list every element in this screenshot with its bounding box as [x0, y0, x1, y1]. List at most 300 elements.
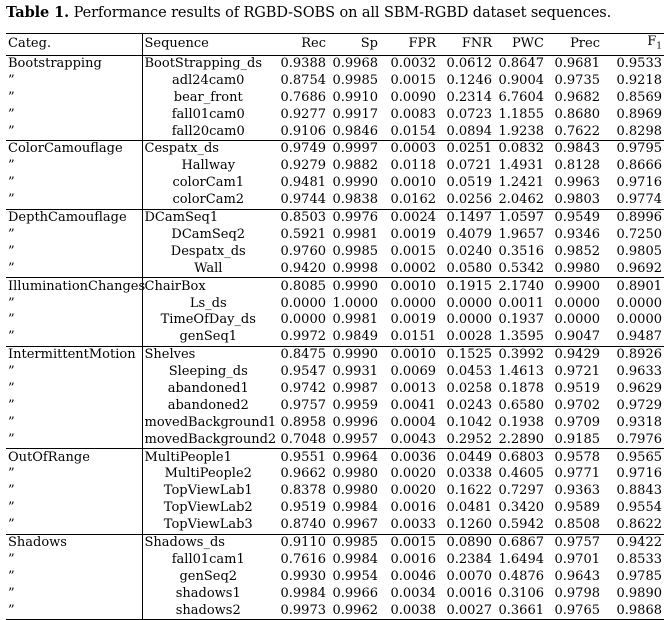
pwc-cell: 0.3992 — [498, 347, 544, 363]
header-fnr: FNR — [461, 36, 492, 52]
fnr-cell: 0.4079 — [446, 226, 492, 242]
fpr-cell: 0.0036 — [390, 449, 436, 465]
f1-cell: 0.9890 — [616, 585, 662, 601]
fpr-cell: 0.0019 — [390, 226, 436, 242]
pwc-cell: 2.1740 — [498, 278, 544, 294]
pwc-cell: 0.0011 — [498, 295, 544, 311]
fnr-cell: 0.0027 — [446, 602, 492, 618]
prec-cell: 0.9803 — [554, 192, 600, 208]
sequence-cell: MultiPeople1 — [142, 449, 274, 466]
pwc-cell: 0.3516 — [498, 243, 544, 259]
sp-cell: 0.9838 — [332, 192, 378, 208]
header-sequence: Sequence — [142, 34, 274, 56]
fnr-cell: 0.0519 — [446, 175, 492, 191]
ditto-mark: ” — [8, 123, 15, 139]
fpr-cell: 0.0013 — [390, 380, 436, 396]
ditto-mark: ” — [8, 602, 15, 618]
table-row — [6, 192, 664, 209]
prec-cell: 0.9771 — [554, 466, 600, 482]
fpr-cell: 0.0162 — [390, 192, 436, 208]
ditto-mark: ” — [8, 500, 15, 516]
prec-cell: 0.9185 — [554, 431, 600, 447]
sequence-cell: genSeq2 — [142, 568, 274, 585]
f1-cell: 0.8926 — [616, 347, 662, 363]
rec-cell: 0.9757 — [280, 397, 326, 413]
header-f1: $F_1$ — [647, 34, 662, 52]
sp-cell: 0.9954 — [332, 568, 378, 584]
table-row — [6, 364, 664, 381]
prec-cell: 0.9963 — [554, 175, 600, 191]
rec-cell: 0.9744 — [280, 192, 326, 208]
fpr-cell: 0.0151 — [390, 329, 436, 345]
fnr-cell: 0.1915 — [446, 278, 492, 294]
rec-cell: 0.7048 — [280, 431, 326, 447]
table-row — [6, 381, 664, 398]
f1-cell: 0.9565 — [616, 449, 662, 465]
sp-cell: 0.9849 — [332, 329, 378, 345]
sequence-cell: genSeq1 — [142, 329, 274, 346]
fnr-cell: 0.0016 — [446, 585, 492, 601]
table-row — [6, 227, 664, 244]
fpr-cell: 0.0010 — [390, 175, 436, 191]
fnr-cell: 0.0000 — [446, 312, 492, 328]
rec-cell: 0.8740 — [280, 517, 326, 533]
ditto-mark: ” — [8, 585, 15, 601]
prec-cell: 0.9980 — [554, 260, 600, 276]
rec-cell: 0.9279 — [280, 158, 326, 174]
fpr-cell: 0.0041 — [390, 397, 436, 413]
results-table — [6, 33, 664, 620]
fnr-cell: 0.1246 — [446, 72, 492, 88]
ditto-mark: ” — [8, 192, 15, 208]
f1-cell: 0.9533 — [616, 56, 662, 72]
table-row — [6, 568, 664, 585]
prec-cell: 0.8680 — [554, 106, 600, 122]
prec-cell: 0.9578 — [554, 449, 600, 465]
prec-cell: 0.0000 — [554, 312, 600, 328]
sp-cell: 0.9964 — [332, 449, 378, 465]
fpr-cell: 0.0024 — [390, 210, 436, 226]
fpr-cell: 0.0016 — [390, 551, 436, 567]
pwc-cell: 1.2421 — [498, 175, 544, 191]
fpr-cell: 0.0020 — [390, 483, 436, 499]
ditto-mark: ” — [8, 312, 15, 328]
f1-cell: 0.8569 — [616, 89, 662, 105]
table-row — [6, 72, 664, 89]
sequence-cell: TopViewLab3 — [142, 517, 274, 534]
table-row — [6, 517, 664, 534]
f1-cell: 0.8901 — [616, 278, 662, 294]
f1-cell: 0.9805 — [616, 243, 662, 259]
sp-cell: 0.9981 — [332, 312, 378, 328]
table-row — [6, 466, 664, 483]
rec-cell: 0.5921 — [280, 226, 326, 242]
sp-cell: 0.9962 — [332, 602, 378, 618]
prec-cell: 0.9589 — [554, 500, 600, 516]
table-row — [6, 414, 664, 431]
fpr-cell: 0.0032 — [390, 56, 436, 72]
category-cell: IlluminationChanges — [8, 278, 146, 294]
prec-cell: 0.9721 — [554, 364, 600, 380]
fpr-cell: 0.0046 — [390, 568, 436, 584]
sequence-cell: Ls_ds — [142, 295, 274, 312]
pwc-cell: 0.3661 — [498, 602, 544, 618]
f1-cell: 0.9868 — [616, 602, 662, 618]
ditto-mark: ” — [8, 431, 15, 447]
fnr-cell: 0.0240 — [446, 243, 492, 259]
pwc-cell: 1.1855 — [498, 106, 544, 122]
sequence-cell: DCamSeq1 — [142, 209, 274, 226]
category-cell: ColorCamouflage — [8, 141, 123, 157]
f1-cell: 0.9487 — [616, 329, 662, 345]
sp-cell: 0.9987 — [332, 380, 378, 396]
pwc-cell: 0.7297 — [498, 483, 544, 499]
header-f1-subscript: 1 — [656, 41, 662, 52]
pwc-cell: 6.7604 — [498, 89, 544, 105]
pwc-cell: 0.5342 — [498, 260, 544, 276]
fnr-cell: 0.0723 — [446, 106, 492, 122]
f1-cell: 0.9422 — [616, 534, 662, 550]
fnr-cell: 0.1260 — [446, 517, 492, 533]
sequence-cell: DCamSeq2 — [142, 227, 274, 244]
sequence-cell: colorCam1 — [142, 175, 274, 192]
sp-cell: 0.9910 — [332, 89, 378, 105]
header-sp: Sp — [360, 36, 378, 52]
rec-cell: 0.9106 — [280, 123, 326, 139]
table-row — [6, 397, 664, 414]
sp-cell: 0.9981 — [332, 226, 378, 242]
ditto-mark: ” — [8, 260, 15, 276]
ditto-mark: ” — [8, 175, 15, 191]
prec-cell: 0.0000 — [554, 295, 600, 311]
sp-cell: 0.9996 — [332, 414, 378, 430]
table-caption-text: Performance results of RGBD-SOBS on all SBM-RGBD dataset sequences. — [73, 5, 612, 21]
sequence-cell: shadows2 — [142, 602, 274, 619]
table-row — [6, 449, 664, 466]
sp-cell: 0.9985 — [332, 72, 378, 88]
prec-cell: 0.9363 — [554, 483, 600, 499]
prec-cell: 0.8128 — [554, 158, 600, 174]
f1-cell: 0.8969 — [616, 106, 662, 122]
sp-cell: 0.9959 — [332, 397, 378, 413]
table-label: Table 1. — [6, 4, 70, 21]
category-cell: IntermittentMotion — [8, 347, 136, 363]
f1-cell: 0.9218 — [616, 72, 662, 88]
prec-cell: 0.9519 — [554, 380, 600, 396]
rec-cell: 0.9481 — [280, 175, 326, 191]
sequence-cell: Shadows_ds — [142, 534, 274, 551]
pwc-cell: 0.9004 — [498, 72, 544, 88]
f1-cell: 0.9774 — [616, 192, 662, 208]
f1-cell: 0.0000 — [616, 295, 662, 311]
sp-cell: 0.9882 — [332, 158, 378, 174]
sp-cell: 0.9980 — [332, 466, 378, 482]
table-row — [6, 55, 664, 72]
f1-cell: 0.9795 — [616, 141, 662, 157]
sequence-cell: Wall — [142, 260, 274, 277]
rec-cell: 0.7686 — [280, 89, 326, 105]
table-row — [6, 260, 664, 277]
pwc-cell: 0.6803 — [498, 449, 544, 465]
prec-cell: 0.9346 — [554, 226, 600, 242]
table-row — [6, 243, 664, 260]
pwc-cell: 0.1878 — [498, 380, 544, 396]
ditto-mark: ” — [8, 568, 15, 584]
category-cell: Bootstrapping — [8, 56, 102, 72]
table-row — [6, 295, 664, 312]
sequence-cell: MultiPeople2 — [142, 466, 274, 483]
fpr-cell: 0.0038 — [390, 602, 436, 618]
sequence-cell: TimeOfDay_ds — [142, 312, 274, 329]
prec-cell: 0.9701 — [554, 551, 600, 567]
prec-cell: 0.9549 — [554, 210, 600, 226]
f1-cell: 0.9785 — [616, 568, 662, 584]
sequence-cell: colorCam2 — [142, 192, 274, 209]
sequence-cell: TopViewLab2 — [142, 500, 274, 517]
f1-cell: 0.9629 — [616, 380, 662, 396]
fnr-cell: 0.0612 — [446, 56, 492, 72]
header-prec: Prec — [570, 36, 600, 52]
f1-cell: 0.7976 — [616, 431, 662, 447]
rec-cell: 0.9972 — [280, 329, 326, 345]
pwc-cell: 0.6867 — [498, 534, 544, 550]
fpr-cell: 0.0034 — [390, 585, 436, 601]
table-row — [6, 534, 664, 551]
pwc-cell: 1.9657 — [498, 226, 544, 242]
header-category: Categ. — [8, 36, 52, 52]
f1-cell: 0.9729 — [616, 397, 662, 413]
fpr-cell: 0.0154 — [390, 123, 436, 139]
sp-cell: 0.9917 — [332, 106, 378, 122]
table-caption — [6, 4, 611, 21]
pwc-cell: 1.4931 — [498, 158, 544, 174]
pwc-cell: 1.6494 — [498, 551, 544, 567]
f1-cell: 0.9692 — [616, 260, 662, 276]
fpr-cell: 0.0015 — [390, 72, 436, 88]
table-row — [6, 209, 664, 226]
fnr-cell: 0.0580 — [446, 260, 492, 276]
fnr-cell: 0.0890 — [446, 534, 492, 550]
ditto-mark: ” — [8, 226, 15, 242]
rec-cell: 0.0000 — [280, 295, 326, 311]
sequence-cell: adl24cam0 — [142, 72, 274, 89]
sequence-cell: movedBackground2 — [142, 431, 274, 448]
prec-cell: 0.9735 — [554, 72, 600, 88]
fpr-cell: 0.0090 — [390, 89, 436, 105]
pwc-cell: 0.8647 — [498, 56, 544, 72]
rec-cell: 0.9749 — [280, 141, 326, 157]
fnr-cell: 0.1525 — [446, 347, 492, 363]
f1-cell: 0.8533 — [616, 551, 662, 567]
fnr-cell: 0.0256 — [446, 192, 492, 208]
prec-cell: 0.9765 — [554, 602, 600, 618]
table-row — [6, 106, 664, 123]
rec-cell: 0.9551 — [280, 449, 326, 465]
rec-cell: 0.8754 — [280, 72, 326, 88]
fnr-cell: 0.2952 — [446, 431, 492, 447]
table-row — [6, 346, 664, 363]
f1-cell: 0.8843 — [616, 483, 662, 499]
pwc-cell: 1.0597 — [498, 210, 544, 226]
fnr-cell: 0.0258 — [446, 380, 492, 396]
ditto-mark: ” — [8, 397, 15, 413]
f1-cell: 0.9318 — [616, 414, 662, 430]
ditto-mark: ” — [8, 295, 15, 311]
table-row — [6, 551, 664, 568]
pwc-cell: 0.4876 — [498, 568, 544, 584]
rec-cell: 0.9547 — [280, 364, 326, 380]
pwc-cell: 0.0832 — [498, 141, 544, 157]
f1-cell: 0.7250 — [616, 226, 662, 242]
rec-cell: 0.9973 — [280, 602, 326, 618]
fnr-cell: 0.1497 — [446, 210, 492, 226]
table-row — [6, 431, 664, 448]
sp-cell: 0.9998 — [332, 260, 378, 276]
fpr-cell: 0.0015 — [390, 243, 436, 259]
sp-cell: 0.9984 — [332, 500, 378, 516]
header-fpr: FPR — [408, 36, 436, 52]
table-row — [6, 278, 664, 295]
rec-cell: 0.8503 — [280, 210, 326, 226]
rec-cell: 0.9742 — [280, 380, 326, 396]
rec-cell: 0.9760 — [280, 243, 326, 259]
pwc-cell: 0.1937 — [498, 312, 544, 328]
category-cell: DepthCamouflage — [8, 210, 127, 226]
ditto-mark: ” — [8, 414, 15, 430]
prec-cell: 0.8508 — [554, 517, 600, 533]
fnr-cell: 0.0721 — [446, 158, 492, 174]
rec-cell: 0.0000 — [280, 312, 326, 328]
fpr-cell: 0.0010 — [390, 347, 436, 363]
fnr-cell: 0.1622 — [446, 483, 492, 499]
ditto-mark: ” — [8, 483, 15, 499]
fnr-cell: 0.0000 — [446, 295, 492, 311]
table-row — [6, 312, 664, 329]
ditto-mark: ” — [8, 329, 15, 345]
fpr-cell: 0.0003 — [390, 141, 436, 157]
f1-cell: 0.8666 — [616, 158, 662, 174]
pwc-cell: 0.3106 — [498, 585, 544, 601]
table-row — [6, 483, 664, 500]
fnr-cell: 0.1042 — [446, 414, 492, 430]
rec-cell: 0.7616 — [280, 551, 326, 567]
f1-cell: 0.9554 — [616, 500, 662, 516]
prec-cell: 0.9900 — [554, 278, 600, 294]
fnr-cell: 0.0338 — [446, 466, 492, 482]
sp-cell: 0.9980 — [332, 483, 378, 499]
table-row — [6, 141, 664, 158]
fnr-cell: 0.0453 — [446, 364, 492, 380]
fpr-cell: 0.0118 — [390, 158, 436, 174]
table-row — [6, 123, 664, 140]
f1-cell: 0.0000 — [616, 312, 662, 328]
fnr-cell: 0.0251 — [446, 141, 492, 157]
prec-cell: 0.9681 — [554, 56, 600, 72]
pwc-cell: 2.2890 — [498, 431, 544, 447]
rec-cell: 0.9984 — [280, 585, 326, 601]
sequence-cell: abandoned2 — [142, 397, 274, 414]
fpr-cell: 0.0083 — [390, 106, 436, 122]
prec-cell: 0.9709 — [554, 414, 600, 430]
sp-cell: 1.0000 — [332, 295, 378, 311]
rec-cell: 0.9662 — [280, 466, 326, 482]
ditto-mark: ” — [8, 517, 15, 533]
sequence-cell: Despatx_ds — [142, 243, 274, 260]
fpr-cell: 0.0033 — [390, 517, 436, 533]
table-row — [6, 602, 664, 619]
sp-cell: 0.9990 — [332, 347, 378, 363]
f1-cell: 0.8622 — [616, 517, 662, 533]
category-cell: OutOfRange — [8, 449, 90, 465]
header-row — [6, 34, 664, 56]
f1-cell: 0.8996 — [616, 210, 662, 226]
prec-cell: 0.9702 — [554, 397, 600, 413]
sp-cell: 0.9967 — [332, 517, 378, 533]
pwc-cell: 0.1938 — [498, 414, 544, 430]
table-row — [6, 89, 664, 106]
fpr-cell: 0.0016 — [390, 500, 436, 516]
rec-cell: 0.8958 — [280, 414, 326, 430]
sp-cell: 0.9997 — [332, 141, 378, 157]
sequence-cell: abandoned1 — [142, 381, 274, 398]
prec-cell: 0.9757 — [554, 534, 600, 550]
sp-cell: 0.9957 — [332, 431, 378, 447]
sequence-cell: fall01cam1 — [142, 551, 274, 568]
rec-cell: 0.8475 — [280, 347, 326, 363]
fpr-cell: 0.0020 — [390, 466, 436, 482]
ditto-mark: ” — [8, 466, 15, 482]
ditto-mark: ” — [8, 364, 15, 380]
header-rec: Rec — [301, 36, 326, 52]
category-cell: Shadows — [8, 534, 67, 550]
header-pwc: PWC — [511, 36, 544, 52]
fnr-cell: 0.2384 — [446, 551, 492, 567]
fpr-cell: 0.0004 — [390, 414, 436, 430]
table-row — [6, 158, 664, 175]
ditto-mark: ” — [8, 243, 15, 259]
pwc-cell: 1.4613 — [498, 364, 544, 380]
fpr-cell: 0.0010 — [390, 278, 436, 294]
ditto-mark: ” — [8, 89, 15, 105]
sequence-cell: fall20cam0 — [142, 123, 274, 140]
rec-cell: 0.9388 — [280, 56, 326, 72]
sequence-cell: Hallway — [142, 158, 274, 175]
sp-cell: 0.9968 — [332, 56, 378, 72]
table-row — [6, 329, 664, 346]
prec-cell: 0.7622 — [554, 123, 600, 139]
sequence-cell: Sleeping_ds — [142, 364, 274, 381]
sp-cell: 0.9990 — [332, 278, 378, 294]
rec-cell: 0.8085 — [280, 278, 326, 294]
fnr-cell: 0.0894 — [446, 123, 492, 139]
rec-cell: 0.9110 — [280, 534, 326, 550]
f1-cell: 0.8298 — [616, 123, 662, 139]
ditto-mark: ” — [8, 380, 15, 396]
sp-cell: 0.9985 — [332, 243, 378, 259]
ditto-mark: ” — [8, 158, 15, 174]
fnr-cell: 0.0243 — [446, 397, 492, 413]
prec-cell: 0.9429 — [554, 347, 600, 363]
fpr-cell: 0.0002 — [390, 260, 436, 276]
fpr-cell: 0.0043 — [390, 431, 436, 447]
sp-cell: 0.9976 — [332, 210, 378, 226]
sp-cell: 0.9931 — [332, 364, 378, 380]
sequence-cell: shadows1 — [142, 585, 274, 602]
sp-cell: 0.9966 — [332, 585, 378, 601]
sp-cell: 0.9985 — [332, 534, 378, 550]
sequence-cell: fall01cam0 — [142, 106, 274, 123]
pwc-cell: 0.4605 — [498, 466, 544, 482]
